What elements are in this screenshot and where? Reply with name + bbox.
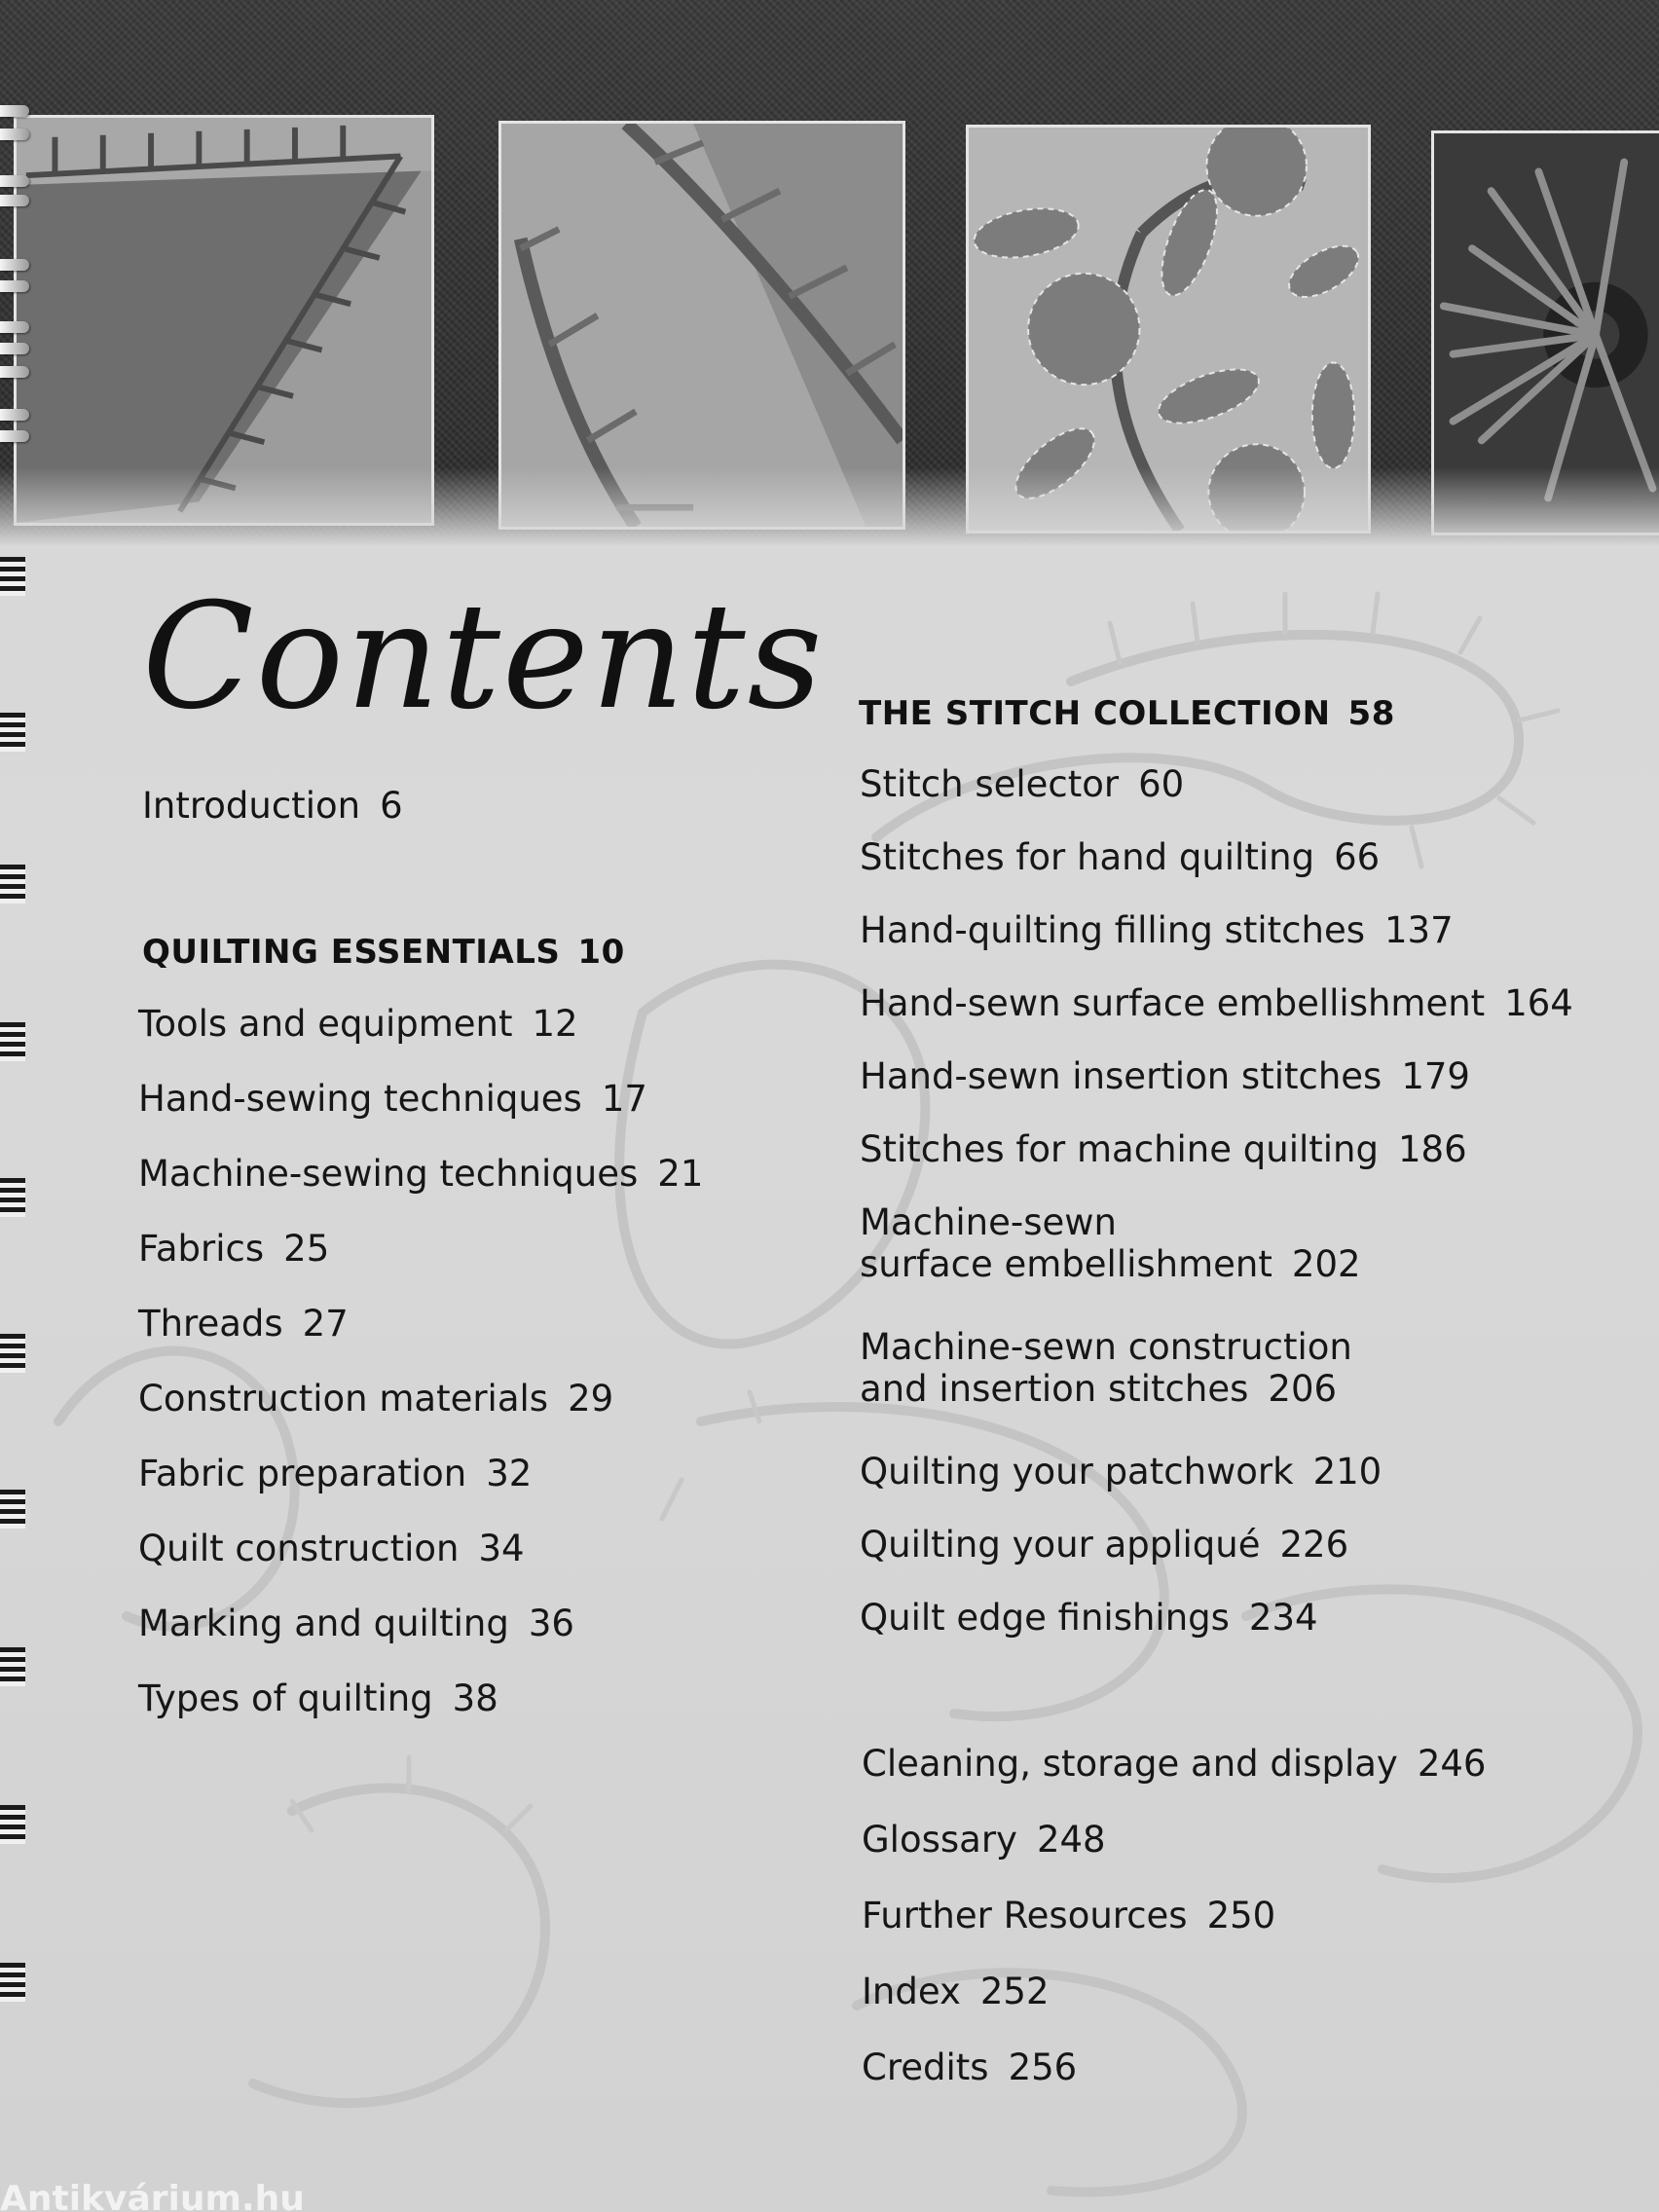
spiral-binding <box>0 0 31 2212</box>
entry-page-number: 226 <box>1279 1524 1349 1566</box>
toc-entry[interactable] <box>138 1003 703 1078</box>
entry-label-line2: surface embellishment <box>860 1243 1272 1285</box>
entry-label: Quilting your patchwork <box>860 1451 1294 1493</box>
entry-page-number: 248 <box>1036 1819 1106 1861</box>
entry-label: Stitches for machine quilting <box>860 1128 1379 1170</box>
entry-label: Stitch selector <box>860 763 1120 805</box>
entry-page-number: 32 <box>486 1453 533 1494</box>
toc-entry[interactable] <box>138 1528 703 1603</box>
entry-label: Machine-sewing techniques <box>138 1153 639 1195</box>
entry-page-number: 234 <box>1248 1597 1318 1639</box>
entry-page-number: 34 <box>478 1528 525 1569</box>
entry-label: Fabric preparation <box>138 1453 467 1494</box>
entry-label: Quilting your appliqué <box>860 1524 1261 1566</box>
entry-page-number: 17 <box>601 1078 647 1120</box>
entry-page-number: 38 <box>452 1677 498 1719</box>
toc-entry[interactable] <box>138 1677 703 1752</box>
toc-entry[interactable] <box>862 1895 1486 1971</box>
entry-page-number: 66 <box>1334 836 1381 878</box>
entry-label: Tools and equipment <box>138 1003 513 1045</box>
entry-label: Credits <box>862 2046 989 2088</box>
toc-entry[interactable] <box>860 1451 1573 1524</box>
section-page-number: 10 <box>577 933 625 972</box>
section-page-number: 58 <box>1347 694 1395 733</box>
entry-label: Fabrics <box>138 1228 265 1270</box>
entry-label: Hand-quilting filling stitches <box>860 909 1366 951</box>
stitch-collection-list <box>860 763 1573 1670</box>
entry-page-number: 206 <box>1268 1368 1338 1410</box>
toc-entry-introduction[interactable] <box>142 785 403 827</box>
toc-entry[interactable] <box>862 1971 1486 2046</box>
band-fade <box>0 467 1659 545</box>
entry-label: Introduction <box>142 785 361 827</box>
entry-label: Further Resources <box>862 1895 1188 1936</box>
toc-entry[interactable] <box>862 1743 1486 1819</box>
entry-page-number: 25 <box>283 1228 330 1270</box>
section-heading-quilting-essentials[interactable] <box>142 933 625 972</box>
toc-entry[interactable] <box>860 909 1573 982</box>
entry-label: Stitches for hand quilting <box>860 836 1315 878</box>
entry-label: Hand-sewn surface embellishment <box>860 982 1486 1024</box>
toc-entry[interactable] <box>138 1228 703 1303</box>
entry-page-number: 252 <box>979 1971 1050 2012</box>
entry-label: Types of quilting <box>138 1677 433 1719</box>
toc-entry[interactable] <box>860 1597 1573 1670</box>
toc-entry[interactable] <box>860 836 1573 909</box>
entry-label: Quilt edge finishings <box>860 1597 1230 1639</box>
entry-page-number: 12 <box>532 1003 578 1045</box>
toc-entry[interactable] <box>138 1153 703 1228</box>
entry-label-line2: and insertion stitches <box>860 1368 1249 1410</box>
toc-entry[interactable] <box>862 1819 1486 1895</box>
toc-entry[interactable] <box>138 1303 703 1378</box>
entry-page-number: 250 <box>1206 1895 1276 1936</box>
entry-label: Cleaning, storage and display <box>862 1743 1398 1785</box>
entry-label-line1: Machine-sewn <box>860 1201 1117 1243</box>
toc-entry[interactable] <box>860 1055 1573 1128</box>
toc-entry[interactable] <box>138 1603 703 1677</box>
toc-entry[interactable] <box>138 1078 703 1153</box>
toc-entry[interactable] <box>860 1201 1541 1326</box>
entry-label: Marking and quilting <box>138 1603 509 1644</box>
entry-page-number: 27 <box>302 1303 349 1345</box>
contents-heading: Contents <box>142 572 825 742</box>
section-title: QUILTING ESSENTIALS <box>142 933 561 972</box>
toc-entry[interactable] <box>860 763 1573 836</box>
entry-label: Index <box>862 1971 961 2012</box>
quilting-essentials-list <box>138 1003 703 1752</box>
entry-page-number: 137 <box>1384 909 1454 951</box>
entry-page-number: 36 <box>528 1603 574 1644</box>
entry-label: Glossary <box>862 1819 1017 1861</box>
toc-entry[interactable] <box>860 1524 1573 1597</box>
entry-page-number: 60 <box>1138 763 1185 805</box>
entry-label: Hand-sewing techniques <box>138 1078 582 1120</box>
entry-label: Quilt construction <box>138 1528 460 1569</box>
toc-entry[interactable] <box>860 1326 1541 1451</box>
toc-entry[interactable] <box>138 1378 703 1453</box>
entry-page-number: 202 <box>1291 1243 1361 1285</box>
entry-page-number: 6 <box>380 785 403 827</box>
entry-page-number: 256 <box>1008 2046 1078 2088</box>
toc-entry[interactable] <box>860 1128 1573 1201</box>
watermark: Antikvárium.hu <box>0 2179 305 2212</box>
entry-page-number: 29 <box>568 1378 614 1419</box>
entry-page-number: 246 <box>1417 1743 1487 1785</box>
entry-label: Construction materials <box>138 1378 549 1419</box>
toc-entry[interactable] <box>138 1453 703 1528</box>
entry-page-number: 179 <box>1401 1055 1470 1097</box>
section-title: THE STITCH COLLECTION <box>859 694 1331 733</box>
entry-page-number: 210 <box>1312 1451 1382 1493</box>
entry-page-number: 21 <box>657 1153 704 1195</box>
entry-label-line1: Machine-sewn construction <box>860 1326 1352 1368</box>
section-heading-stitch-collection[interactable] <box>859 694 1395 733</box>
entry-page-number: 164 <box>1504 982 1573 1024</box>
entry-label: Threads <box>138 1303 283 1345</box>
back-matter-list <box>862 1743 1486 2122</box>
entry-page-number: 186 <box>1398 1128 1467 1170</box>
blanket-stitch-photo <box>14 115 434 526</box>
toc-entry[interactable] <box>862 2046 1486 2122</box>
toc-entry[interactable] <box>860 982 1573 1055</box>
entry-label: Hand-sewn insertion stitches <box>860 1055 1382 1097</box>
